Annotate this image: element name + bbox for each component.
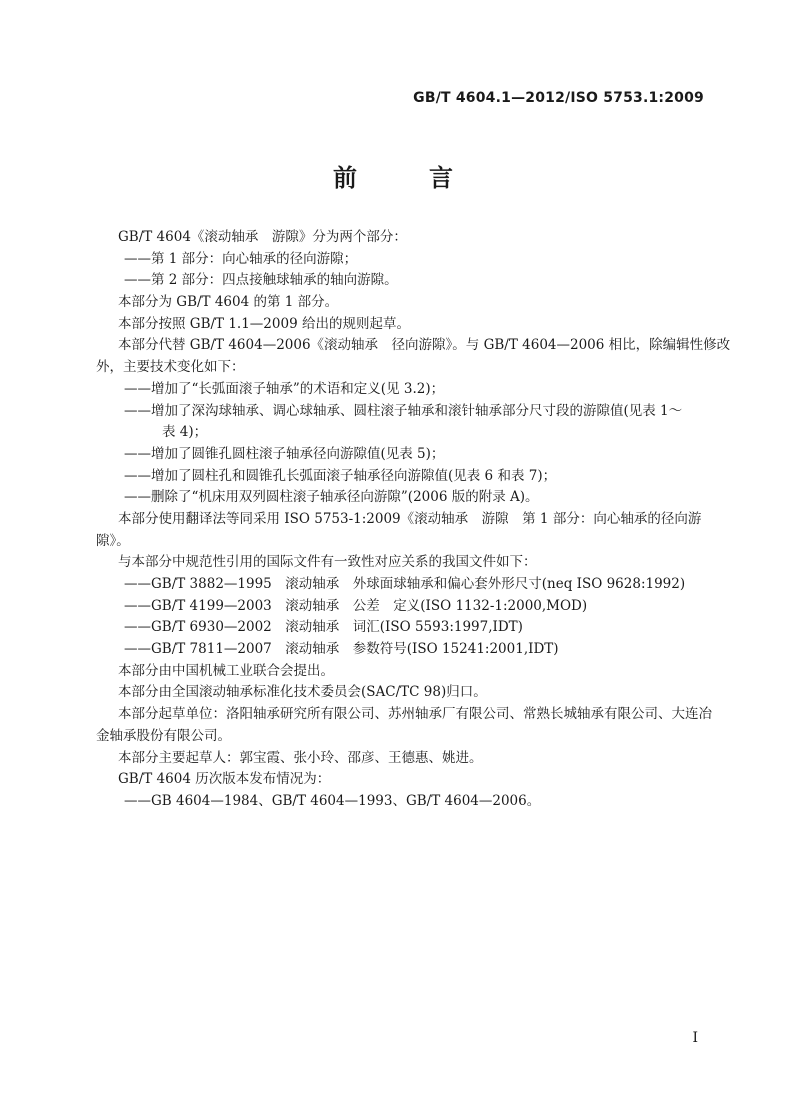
paragraph-line: 外，主要技术变化如下：: [96, 359, 245, 376]
standard-number: GB/T 4604.1—2012/ISO 5753.1:2009: [413, 90, 704, 106]
paragraph-line: ——增加了深沟球轴承、调心球轴承、圆柱滚子轴承和滚针轴承部分尺寸段的游隙值(见表 1～: [124, 402, 683, 419]
paragraph-line: ——GB/T 3882—1995 滚动轴承 外球面球轴承和偏心套外形尺寸(neq ISO 9628:1992): [124, 576, 686, 592]
paragraph-line: ——GB/T 4199—2003 滚动轴承 公差 定义(ISO 1132-1:2000,MOD): [124, 597, 588, 614]
paragraph-line: 本部分使用翻译法等同采用 ISO 5753-1:2009《滚动轴承 游隙 第 1 部分：向心轴承的径向游: [118, 510, 702, 527]
paragraph-line: 本部分代替 GB/T 4604—2006《滚动轴承 径向游隙》。与 GB/T 4604—2006 相比，除编辑性修改: [118, 337, 731, 354]
foreword-body: [96, 227, 731, 813]
paragraph-line: GB/T 4604 历次版本发布情况为：: [118, 771, 331, 788]
paragraph-line: ——增加了圆柱孔和圆锥孔长弧面滚子轴承径向游隙值(见表 6 和表 7)；: [124, 467, 557, 484]
page-title: 前 言: [333, 164, 477, 192]
paragraph-line: ——第 2 部分：四点接触球轴承的轴向游隙。: [124, 272, 398, 289]
paragraph-line: 本部分起草单位：洛阳轴承研究所有限公司、苏州轴承厂有限公司、常熟长城轴承有限公司、大连冶: [118, 706, 712, 723]
paragraph-line: 本部分按照 GB/T 1.1—2009 给出的规则起草。: [118, 315, 410, 332]
paragraph-line: 与本部分中规范性引用的国际文件有一致性对应关系的我国文件如下：: [118, 554, 537, 571]
paragraph-line: 本部分由全国滚动轴承标准化技术委员会(SAC/TC 98)归口。: [118, 684, 487, 701]
page-number: I: [692, 1030, 698, 1046]
paragraph-line: 本部分由中国机械工业联合会提出。: [118, 662, 334, 679]
paragraph-line: 表 4)；: [162, 424, 208, 441]
paragraph-line: ——删除了“机床用双列圆柱滚子轴承径向游隙”(2006 版的附录 A)。: [124, 489, 539, 506]
paragraph-line: 本部分为 GB/T 4604 的第 1 部分。: [118, 294, 339, 311]
paragraph-line: ——第 1 部分：向心轴承的径向游隙；: [124, 250, 358, 267]
paragraph-line: 本部分主要起草人：郭宝霞、张小玲、邵彦、王德惠、姚进。: [118, 749, 483, 766]
paragraph-line: 金轴承股份有限公司。: [96, 727, 231, 744]
paragraph-line: ——增加了“长弧面滚子轴承”的术语和定义(见 3.2)；: [124, 380, 445, 397]
paragraph-line: ——GB/T 6930—2002 滚动轴承 词汇(ISO 5593:1997,IDT): [124, 619, 523, 636]
paragraph-line: ——GB/T 7811—2007 滚动轴承 参数符号(ISO 15241:2001,IDT): [124, 641, 559, 658]
paragraph-line: 隙》。: [96, 532, 130, 549]
paragraph-line: ——增加了圆锥孔圆柱滚子轴承径向游隙值(见表 5)；: [124, 445, 445, 462]
paragraph-line: GB/T 4604《滚动轴承 游隙》分为两个部分：: [118, 229, 407, 245]
paragraph-line: ——GB 4604—1984、GB/T 4604—1993、GB/T 4604—2006。: [124, 792, 541, 809]
